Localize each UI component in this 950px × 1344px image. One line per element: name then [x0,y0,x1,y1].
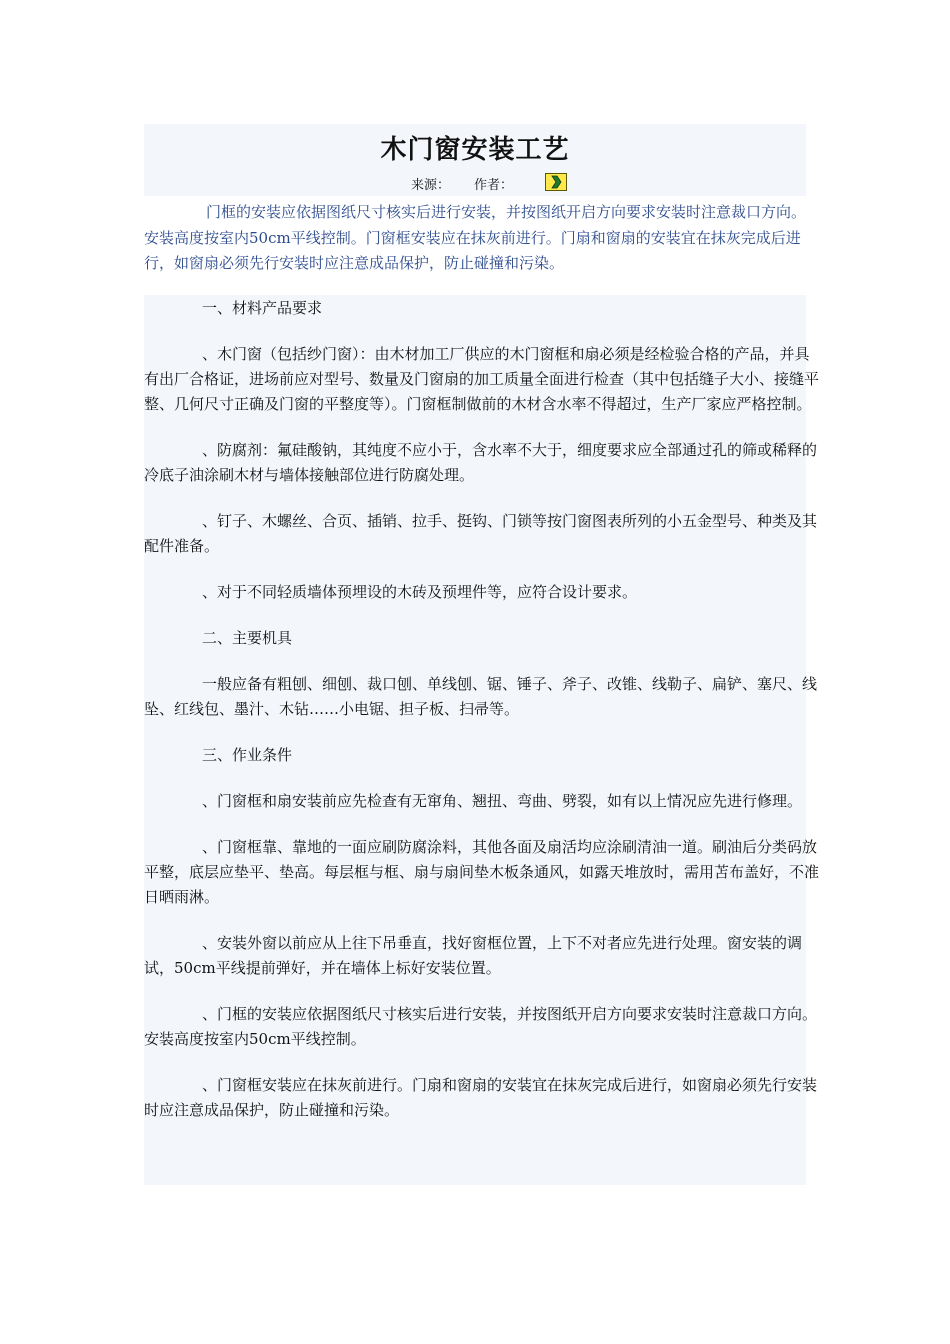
intro-paragraph: 门框的安装应依据图纸尺寸核实后进行安装，并按图纸开启方向要求安装时注意裁口方向。安装高度按室内50cm平线控制。门窗框安装应在抹灰前进行。门扇和窗扇的安装宜在抹灰完成后进行，如窗扇必须先行安装时应注意成品保护，防止碰撞和污染。 [144,203,807,272]
section-heading: 二、主要机具 [202,629,293,647]
source-label: 来源： [411,178,451,193]
body-paragraph: 、门窗框靠、靠地的一面应刷防腐涂料，其他各面及扇活均应涂刷清油一道。刷油后分类码放平整，底层应垫平、垫高。每层框与框、扇与扇间垫木板条通风，如露天堆放时，需用苫布盖好，不准日晒雨淋。 [144,838,820,906]
section-heading: 三、作业条件 [202,746,293,764]
body-paragraph: 、钉子、木螺丝、合页、插销、拉手、挺钩、门锁等按门窗图表所列的小五金型号、种类及其配件准备。 [144,512,818,555]
body-paragraph: 、木门窗（包括纱门窗）：由木材加工厂供应的木门窗框和扇必须是经检验合格的产品，并具有出厂合格证，进场前应对型号、数量及门窗扇的加工质量全面进行检查（其中包括缝子大小、接缝平整、几何尺寸正确及门窗的平整度等）。门窗框制做前的木材含水率不得超过，生产厂家应严格控制。 [144,345,820,413]
arrow-go-icon[interactable] [545,173,567,191]
section-heading: 一、材料产品要求 [202,299,323,317]
article-meta [144,176,806,196]
article-body [144,296,819,1123]
author-label: 作者： [474,178,514,193]
body-paragraph: 、安装外窗以前应从上往下吊垂直，找好窗框位置，上下不对者应先进行处理。窗安装的调试，50cm平线提前弹好，并在墙体上标好安装位置。 [144,934,803,977]
body-paragraph: 、门窗框安装应在抹灰前进行。门扇和窗扇的安装宜在抹灰完成后进行，如窗扇必须先行安装时应注意成品保护，防止碰撞和污染。 [144,1076,818,1119]
body-paragraph: 、防腐剂：氟硅酸钠，其纯度不应小于，含水率不大于，细度要求应全部通过孔的筛或稀释的冷底子油涂刷木材与墙体接触部位进行防腐处理。 [144,441,818,484]
body-paragraph: 、门窗框和扇安装前应先检查有无窜角、翘扭、弯曲、劈裂，如有以上情况应先进行修理。 [202,792,803,810]
body-paragraph: 一般应备有粗刨、细刨、裁口刨、单线刨、锯、锤子、斧子、改锥、线勒子、扁铲、塞尺、线坠、红线包、墨汁、木钻……小电锯、担子板、扫帚等。 [144,675,818,718]
article-intro [144,200,809,277]
article-title: 木门窗安装工艺 [380,135,570,165]
body-paragraph: 、对于不同轻质墙体预埋设的木砖及预埋件等，应符合设计要求。 [202,583,638,601]
body-paragraph: 、门框的安装应依据图纸尺寸核实后进行安装，并按图纸开启方向要求安装时注意裁口方向。安装高度按室内50cm平线控制。 [144,1005,818,1048]
